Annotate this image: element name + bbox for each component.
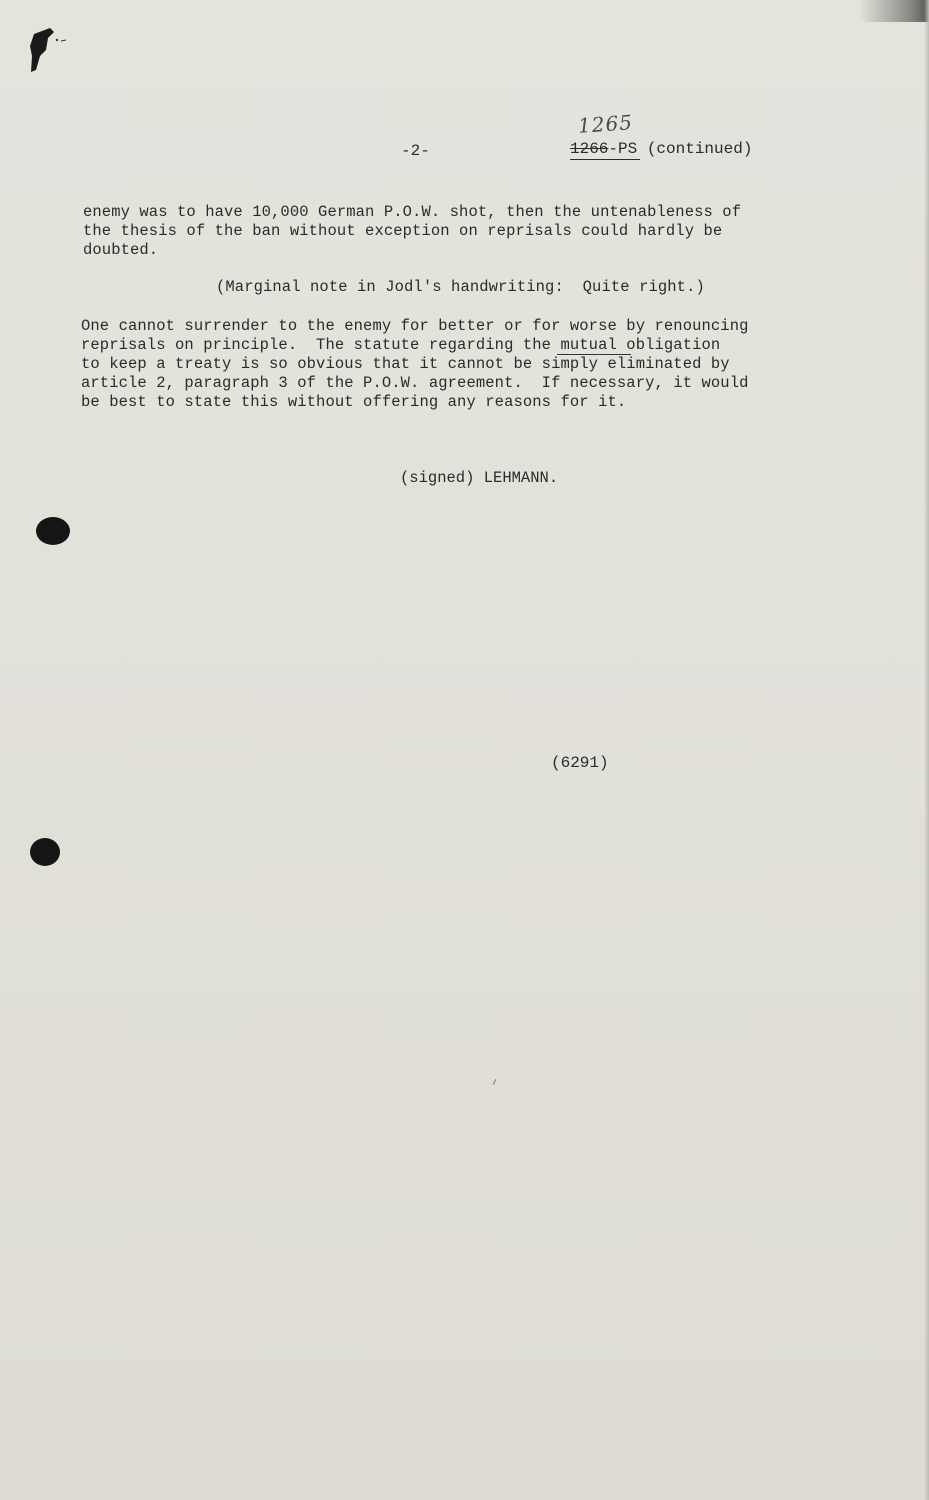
- document-code: (6291): [551, 754, 609, 772]
- reference-suffix: -PS (continued): [608, 140, 753, 158]
- ink-mark-icon: [28, 26, 68, 76]
- reference-underline: [570, 159, 640, 160]
- page-right-edge: [924, 0, 929, 1500]
- page-corner-shadow: [859, 0, 929, 22]
- punch-hole-bottom: [30, 838, 60, 866]
- handwritten-exhibit-number: 1265: [577, 110, 634, 138]
- signature-line: (signed) LEHMANN.: [400, 469, 559, 487]
- document-reference: [570, 140, 752, 158]
- page-number: -2-: [401, 142, 430, 160]
- punch-hole-top: [36, 517, 70, 545]
- mutual-underline: [557, 354, 631, 355]
- paragraph-reprisals: One cannot surrender to the enemy for better or for worse by renouncing reprisals on principle. The statute regarding the mutual obligation to keep a treaty is so obvious that it cannot be simply eliminated by article 2, paragraph 3 of the P.O.W. agreement. If necessary, it would be best to state this without offering any reasons for it.: [81, 317, 749, 411]
- struck-reference-number: 1266: [570, 140, 609, 158]
- paragraph-enemy-pow: enemy was to have 10,000 German P.O.W. shot, then the untenableness of the thesis of the ban without exception on reprisals could hardly be doubted.: [83, 203, 742, 259]
- paper-speck: [493, 1079, 496, 1085]
- marginal-note: (Marginal note in Jodl's handwriting: Quite right.): [216, 278, 705, 296]
